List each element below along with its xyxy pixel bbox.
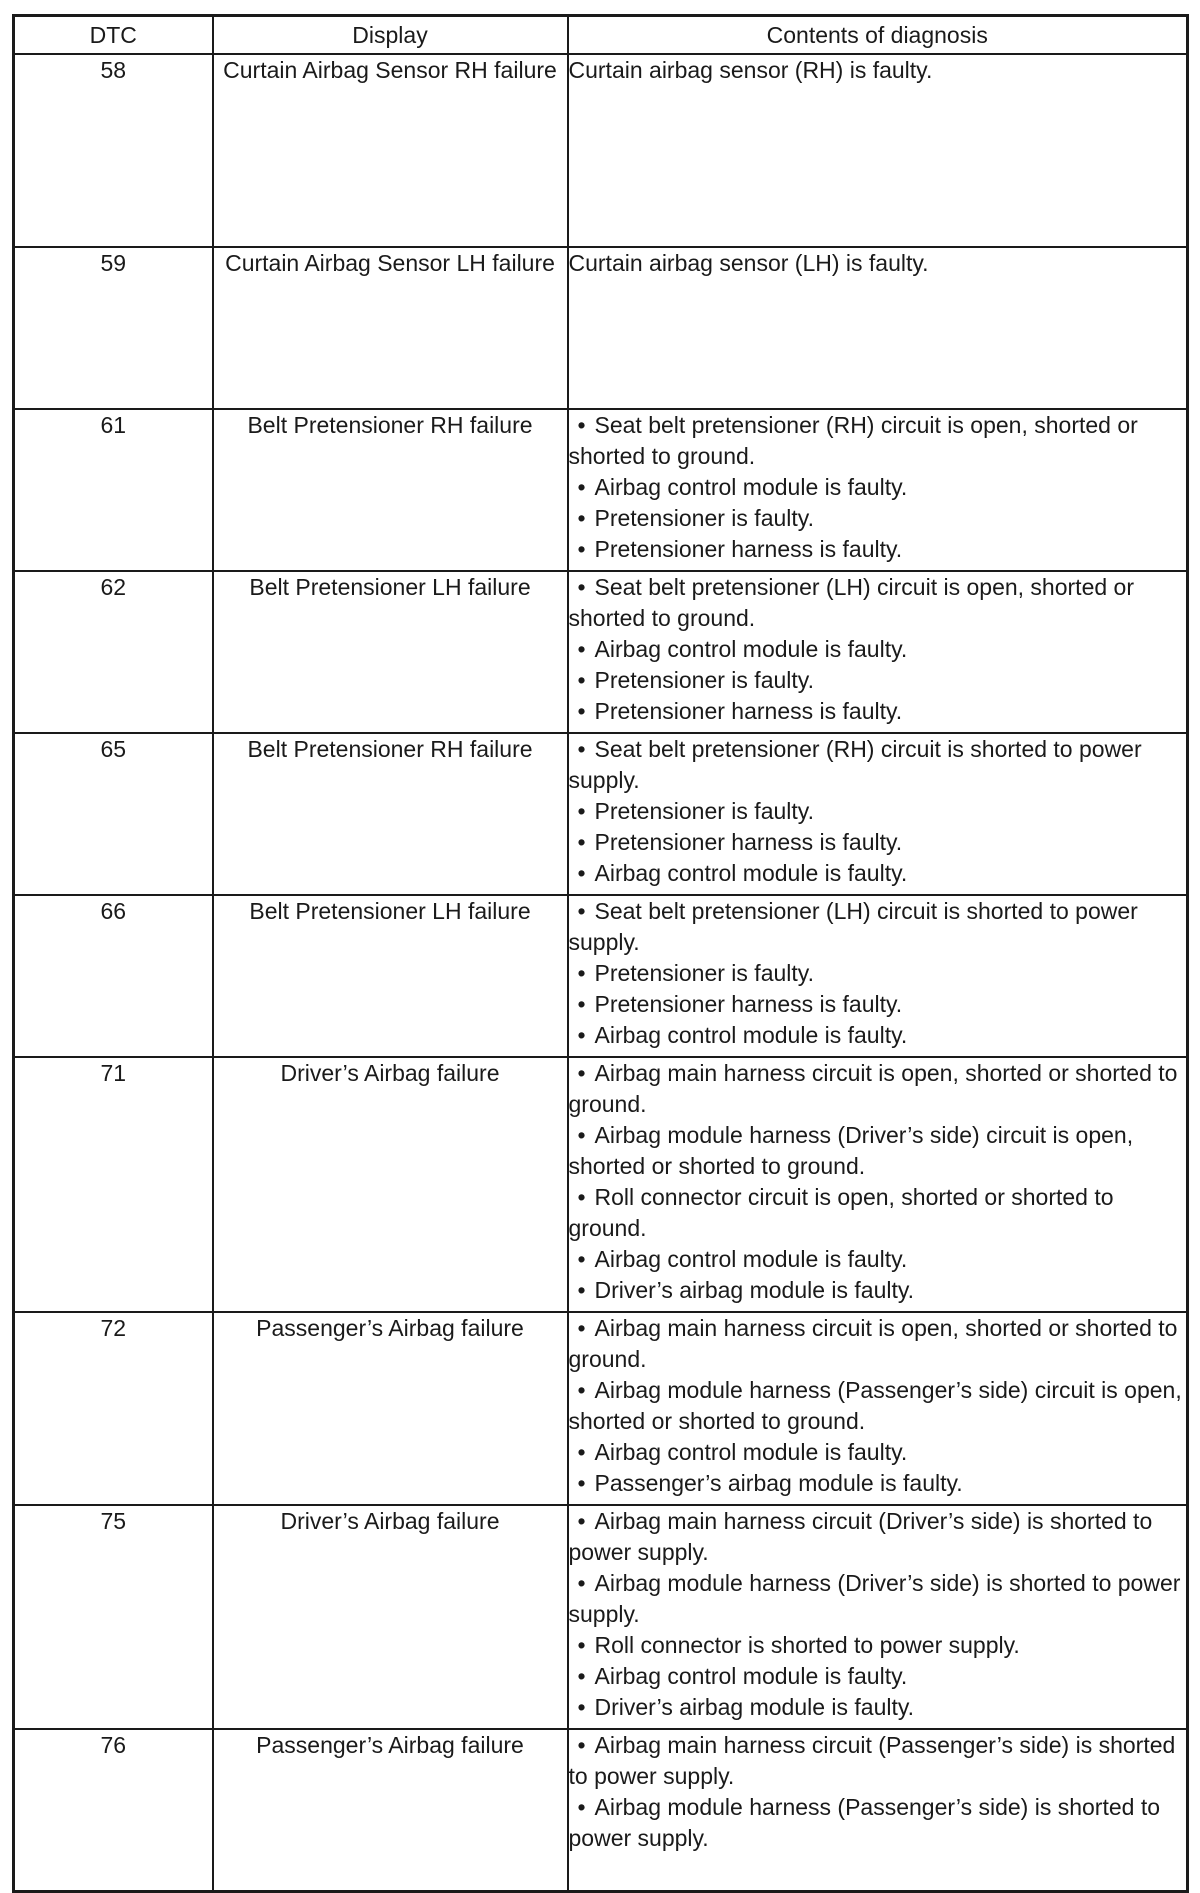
diagnosis-bullet: [569, 1730, 1187, 1792]
bullet-icon: •: [577, 1694, 586, 1720]
diagnosis-bullet-text: Pretensioner harness is faulty.: [594, 991, 903, 1017]
bullet-icon: •: [577, 1184, 586, 1210]
bullet-icon: •: [577, 1377, 586, 1403]
bullet-icon: •: [577, 1632, 586, 1658]
diagnosis-bullet-text: Roll connector circuit is open, shorted or shorted to ground.: [568, 1184, 1114, 1241]
diagnosis-bullet-text: Airbag main harness circuit (Driver’s side) is shorted to power supply.: [568, 1508, 1153, 1565]
dtc-code: 58: [14, 54, 213, 247]
diagnosis-bullet: [569, 665, 1187, 696]
diagnosis-bullet-text: Airbag module harness (Passenger’s side) circuit is open, shorted or shorted to ground.: [568, 1377, 1182, 1434]
diagnosis-contents: [568, 1729, 1188, 1891]
diagnosis-bullet: [569, 1630, 1187, 1661]
bullet-icon: •: [577, 1732, 586, 1758]
diagnosis-bullet: [569, 1244, 1187, 1275]
diagnosis-contents: [568, 733, 1188, 895]
diagnosis-bullet: [569, 1437, 1187, 1468]
diagnosis-bullet-text: Pretensioner is faulty.: [594, 667, 814, 693]
diagnosis-bullet-text: Pretensioner harness is faulty.: [594, 698, 903, 724]
diagnosis-bullet-text: Pretensioner harness is faulty.: [594, 536, 903, 562]
bullet-icon: •: [577, 860, 586, 886]
diagnosis-contents: [568, 571, 1188, 733]
table-row: [14, 571, 1188, 733]
diagnosis-bullet: [569, 896, 1187, 958]
dtc-diagnosis-table: [12, 14, 1189, 1893]
dtc-code: 71: [14, 1057, 213, 1312]
diagnosis-bullet-text: Airbag main harness circuit (Passenger’s side) is shorted to power supply.: [568, 1732, 1176, 1789]
diagnosis-bullet: [569, 1020, 1187, 1051]
bullet-icon: •: [577, 1508, 586, 1534]
diagnosis-bullet: [569, 1661, 1187, 1692]
dtc-code: 59: [14, 247, 213, 409]
diagnosis-bullet: [569, 958, 1187, 989]
diagnosis-bullet: [569, 827, 1187, 858]
display-text: Driver’s Airbag failure: [213, 1057, 568, 1312]
diagnosis-bullet-text: Airbag module harness (Driver’s side) circuit is open, shorted or shorted to ground.: [568, 1122, 1134, 1179]
bullet-icon: •: [577, 1470, 586, 1496]
bullet-icon: •: [577, 1570, 586, 1596]
diagnosis-bullet: [569, 1792, 1187, 1854]
display-text: Passenger’s Airbag failure: [213, 1312, 568, 1505]
diagnosis-bullet-text: Driver’s airbag module is faulty.: [594, 1277, 915, 1303]
diagnosis-bullet-text: Pretensioner is faulty.: [594, 960, 814, 986]
diagnosis-bullet: [569, 1568, 1187, 1630]
table-row: [14, 1312, 1188, 1505]
header-display: Display: [213, 16, 568, 55]
diagnosis-bullet-text: Passenger’s airbag module is faulty.: [594, 1470, 963, 1496]
dtc-code: 61: [14, 409, 213, 571]
bullet-icon: •: [577, 698, 586, 724]
dtc-code: 65: [14, 733, 213, 895]
dtc-code: 62: [14, 571, 213, 733]
diagnosis-bullet-text: Seat belt pretensioner (LH) circuit is open, shorted or shorted to ground.: [568, 574, 1134, 631]
bullet-icon: •: [577, 1663, 586, 1689]
diagnosis-bullet: [569, 410, 1187, 472]
diagnosis-bullet-text: Airbag control module is faulty.: [594, 1663, 908, 1689]
diagnosis-bullet: [569, 989, 1187, 1020]
diagnosis-contents: [568, 1057, 1188, 1312]
diagnosis-contents: [568, 54, 1188, 247]
diagnosis-bullet: [569, 472, 1187, 503]
bullet-icon: •: [577, 1022, 586, 1048]
diagnosis-contents: [568, 247, 1188, 409]
bullet-icon: •: [577, 960, 586, 986]
table-row: [14, 54, 1188, 247]
diagnosis-bullet: [569, 734, 1187, 796]
display-text: Belt Pretensioner RH failure: [213, 733, 568, 895]
diagnosis-bullet: [569, 1468, 1187, 1499]
diagnosis-bullet: [569, 796, 1187, 827]
diagnosis-bullet: [569, 1058, 1187, 1120]
display-text: Belt Pretensioner LH failure: [213, 895, 568, 1057]
dtc-code: 72: [14, 1312, 213, 1505]
table-header-row: [14, 16, 1188, 55]
bullet-icon: •: [577, 991, 586, 1017]
diagnosis-bullet-text: Pretensioner harness is faulty.: [594, 829, 903, 855]
header-dtc: DTC: [14, 16, 213, 55]
bullet-icon: •: [577, 898, 586, 924]
diagnosis-bullet-text: Roll connector is shorted to power supply.: [594, 1632, 1020, 1658]
diagnosis-bullet-text: Seat belt pretensioner (LH) circuit is shorted to power supply.: [568, 898, 1138, 955]
bullet-icon: •: [577, 1246, 586, 1272]
header-contents: Contents of diagnosis: [568, 16, 1188, 55]
diagnosis-text: Curtain airbag sensor (RH) is faulty.: [568, 57, 933, 83]
diagnosis-bullet-text: Seat belt pretensioner (RH) circuit is shorted to power supply.: [568, 736, 1142, 793]
bullet-icon: •: [577, 505, 586, 531]
dtc-code: 75: [14, 1505, 213, 1729]
dtc-code: 66: [14, 895, 213, 1057]
table-row: [14, 733, 1188, 895]
diagnosis-bullet-text: Airbag module harness (Driver’s side) is shorted to power supply.: [568, 1570, 1181, 1627]
diagnosis-bullet: [569, 1182, 1187, 1244]
diagnosis-bullet-text: Airbag control module is faulty.: [594, 636, 908, 662]
diagnosis-bullet-text: Airbag control module is faulty.: [594, 1022, 908, 1048]
diagnosis-bullet-text: Airbag control module is faulty.: [594, 1246, 908, 1272]
bullet-icon: •: [577, 667, 586, 693]
diagnosis-bullet-text: Airbag control module is faulty.: [594, 474, 908, 500]
diagnosis-bullet-text: Airbag module harness (Passenger’s side) is shorted to power supply.: [568, 1794, 1160, 1851]
diagnosis-text: Curtain airbag sensor (LH) is faulty.: [568, 250, 929, 276]
bullet-icon: •: [577, 829, 586, 855]
dtc-code: 76: [14, 1729, 213, 1891]
diagnosis-bullet: [569, 1120, 1187, 1182]
bullet-icon: •: [577, 1439, 586, 1465]
diagnosis-bullet: [569, 1692, 1187, 1723]
diagnosis-bullet: [569, 858, 1187, 889]
display-text: Belt Pretensioner RH failure: [213, 409, 568, 571]
bullet-icon: •: [577, 798, 586, 824]
diagnosis-bullet-text: Airbag main harness circuit is open, shorted or shorted to ground.: [568, 1060, 1178, 1117]
bullet-icon: •: [577, 1315, 586, 1341]
display-text: Curtain Airbag Sensor LH failure: [213, 247, 568, 409]
display-text: Passenger’s Airbag failure: [213, 1729, 568, 1891]
table-row: [14, 409, 1188, 571]
diagnosis-bullet: [569, 534, 1187, 565]
diagnosis-bullet-text: Pretensioner is faulty.: [594, 505, 814, 531]
bullet-icon: •: [577, 1122, 586, 1148]
diagnosis-bullet: [569, 1375, 1187, 1437]
diagnosis-contents: [568, 1312, 1188, 1505]
table-row: [14, 1057, 1188, 1312]
table-row: [14, 895, 1188, 1057]
table-body: [14, 54, 1188, 1891]
bullet-icon: •: [577, 536, 586, 562]
bullet-icon: •: [577, 412, 586, 438]
table-row: [14, 1729, 1188, 1891]
table-row: [14, 1505, 1188, 1729]
bullet-icon: •: [577, 474, 586, 500]
diagnosis-bullet: [569, 572, 1187, 634]
bullet-icon: •: [577, 1060, 586, 1086]
bullet-icon: •: [577, 1794, 586, 1820]
diagnosis-bullet: [569, 503, 1187, 534]
diagnosis-bullet-text: Airbag control module is faulty.: [594, 1439, 908, 1465]
diagnosis-contents: [568, 895, 1188, 1057]
diagnosis-bullet: [569, 1313, 1187, 1375]
bullet-icon: •: [577, 1277, 586, 1303]
display-text: Driver’s Airbag failure: [213, 1505, 568, 1729]
bullet-icon: •: [577, 574, 586, 600]
diagnosis-contents: [568, 409, 1188, 571]
display-text: Curtain Airbag Sensor RH failure: [213, 54, 568, 247]
diagnosis-bullet-text: Airbag main harness circuit is open, shorted or shorted to ground.: [568, 1315, 1178, 1372]
diagnosis-bullet-text: Pretensioner is faulty.: [594, 798, 814, 824]
diagnosis-contents: [568, 1505, 1188, 1729]
bullet-icon: •: [577, 736, 586, 762]
display-text: Belt Pretensioner LH failure: [213, 571, 568, 733]
diagnosis-bullet: [569, 696, 1187, 727]
table-row: [14, 247, 1188, 409]
diagnosis-bullet-text: Driver’s airbag module is faulty.: [594, 1694, 915, 1720]
bullet-icon: •: [577, 636, 586, 662]
diagnosis-bullet: [569, 634, 1187, 665]
diagnosis-bullet-text: Seat belt pretensioner (RH) circuit is open, shorted or shorted to ground.: [568, 412, 1138, 469]
diagnosis-bullet: [569, 1506, 1187, 1568]
diagnosis-bullet: [569, 1275, 1187, 1306]
diagnosis-bullet-text: Airbag control module is faulty.: [594, 860, 908, 886]
